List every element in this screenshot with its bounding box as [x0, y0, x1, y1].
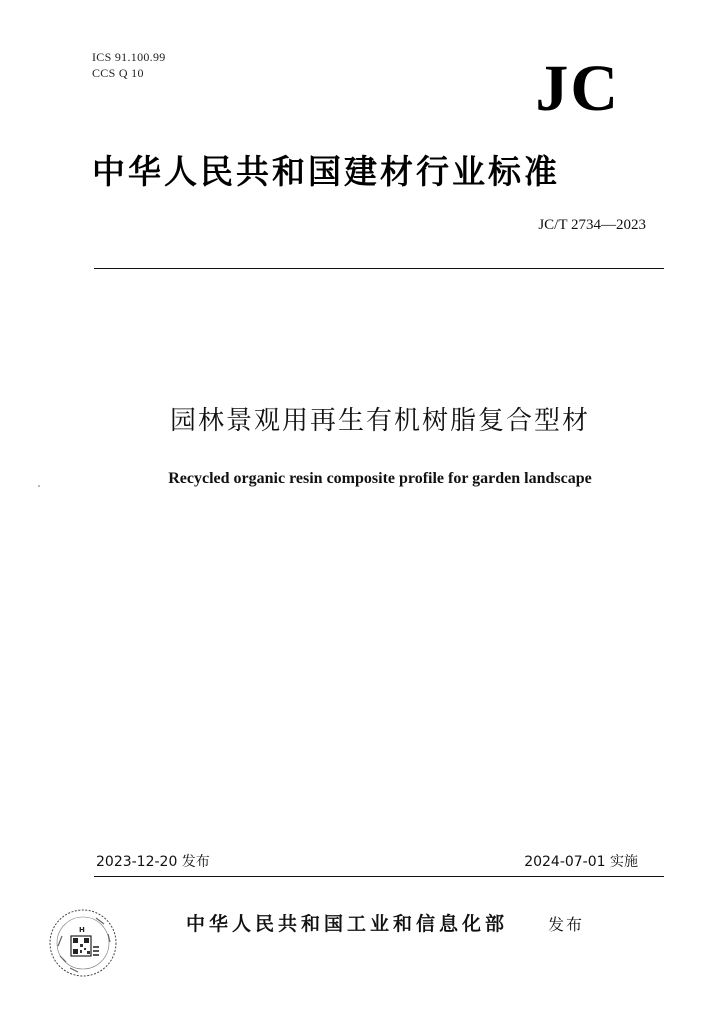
publisher-name: 中华人民共和国工业和信息化部 [186, 913, 509, 935]
standard-title: 中华人民共和国建材行业标准 [92, 152, 560, 191]
ccs-code: CCS Q 10 [92, 66, 144, 80]
qr-seal-icon [46, 906, 120, 980]
jc-logo: JC [535, 52, 620, 125]
implementation-date: 2024-07-01 实施 [524, 854, 638, 870]
issue-date: 2023-12-20 发布 [96, 854, 210, 870]
header-divider [94, 268, 664, 269]
classification-codes [92, 49, 166, 81]
scan-speck [38, 485, 40, 487]
footer-divider [94, 876, 664, 877]
document-title-chinese: 园林景观用再生有机树脂复合型材 [169, 406, 590, 436]
svg-text:H: H [79, 926, 85, 934]
publish-label: 发布 [548, 915, 585, 934]
standard-number: JC/T 2734—2023 [538, 217, 646, 233]
ics-code: ICS 91.100.99 [92, 50, 166, 64]
document-title-english: Recycled organic resin composite profile for garden landscape [168, 470, 592, 487]
